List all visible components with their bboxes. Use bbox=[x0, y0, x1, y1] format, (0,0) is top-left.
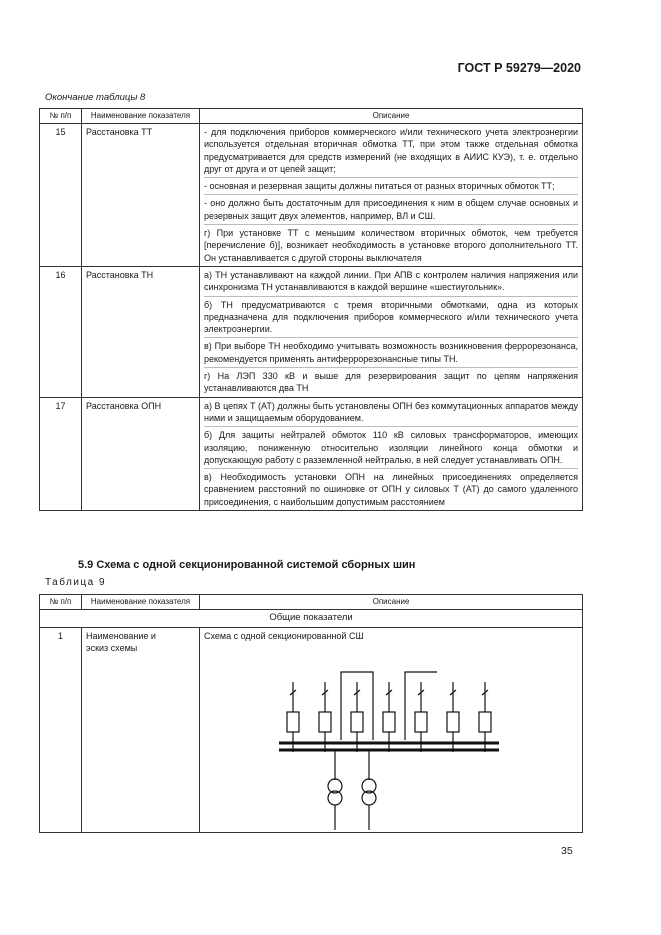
row-description bbox=[200, 124, 583, 267]
section-title: 5.9 Схема с одной секционированной системой сборных шин bbox=[78, 559, 416, 571]
table9-header-row bbox=[40, 595, 583, 610]
row-num: 17 bbox=[40, 397, 82, 510]
table9-subhead-row bbox=[40, 610, 583, 628]
col-name-header: Наименование показателя bbox=[82, 595, 200, 610]
desc-paragraph: а) В цепях Т (АТ) должны быть установлены ОПН без коммутационных аппаратов между ними и защищаемым оборудованием. bbox=[204, 400, 578, 423]
col-desc-header: Описание bbox=[200, 109, 583, 124]
table9-label: Таблица 9 bbox=[45, 577, 107, 588]
row-name: Расстановка ТТ bbox=[82, 124, 200, 267]
row-num: 15 bbox=[40, 124, 82, 267]
desc-paragraph: б) Для защиты нейтралей обмоток 110 кВ силовых трансформаторов, имеющих изоляцию, пониженную относительно изоляции линейного конца обмотки и допускающую работу с разземленной нейтралью, в ней следует устанавливать ОПН. bbox=[204, 426, 578, 468]
row-name: Расстановка ОПН bbox=[82, 397, 200, 510]
desc-paragraph: - для подключения приборов коммерческого и/или технического учета электроэнергии используется отдельная вторичная обмотка ТТ, при этом также отдельная обмотка предусматривается для средств измерений (не входящих в АИИС КУЭ), т. е. отдельно друг от друга и от цепей защит; bbox=[204, 127, 578, 174]
row-description bbox=[200, 628, 583, 833]
desc-paragraph: г) На ЛЭП 330 кВ и выше для резервирования защит по цепям напряжения устанавливаются два ТН bbox=[204, 367, 578, 397]
desc-paragraph: - основная и резервная защиты должны питаться от разных вторичных обмоток ТТ; bbox=[204, 177, 578, 194]
table-row bbox=[40, 266, 583, 397]
table8-caption: Окончание таблицы 8 bbox=[45, 92, 146, 103]
table8-header-row bbox=[40, 109, 583, 124]
desc-paragraph: б) ТН предусматриваются с тремя вторичными обмотками, одна из которых предназначена для подключения приборов коммерческого и/или технического учета электроэнергии. bbox=[204, 296, 578, 338]
col-desc-header: Описание bbox=[200, 595, 583, 610]
desc-paragraph: в) Необходимость установки ОПН на линейных присоединениях определяется сравнением расстояний по ошиновке от ОПН у силовых Т (АТ) до самого удаленного присоединения, с наибольшим допустимым расстоянием bbox=[204, 468, 578, 510]
col-num-header: № п/п bbox=[40, 595, 82, 610]
desc-paragraph: г) При установке ТТ с меньшим количеством вторичных обмоток, чем требуется [перечисление б)], возникает необходимость в установке второго дополнительного ТТ. Он устанавливается с другой стороны выключателя bbox=[204, 224, 578, 266]
page-number: 35 bbox=[561, 845, 573, 857]
table-row bbox=[40, 397, 583, 510]
table-row bbox=[40, 628, 583, 833]
col-name-header: Наименование показателя bbox=[82, 109, 200, 124]
scheme-title: Схема с одной секционированной СШ bbox=[204, 631, 364, 641]
row-description bbox=[200, 397, 583, 510]
transformer-2 bbox=[362, 750, 376, 830]
single-line-diagram bbox=[204, 642, 574, 832]
subhead-general: Общие показатели bbox=[40, 610, 583, 628]
transformer-1 bbox=[328, 750, 342, 830]
table-8 bbox=[39, 108, 583, 511]
table-9 bbox=[39, 594, 583, 833]
row-name: Расстановка ТН bbox=[82, 266, 200, 397]
desc-paragraph: а) ТН устанавливают на каждой линии. При АПВ с контролем наличия напряжения или синхронизма ТН устанавливаются в каждой вершине «шестиугольник». bbox=[204, 269, 578, 293]
row-description bbox=[200, 266, 583, 397]
row-num: 1 bbox=[40, 628, 82, 833]
document-standard-header: ГОСТ Р 59279—2020 bbox=[457, 61, 581, 75]
col-num-header: № п/п bbox=[40, 109, 82, 124]
desc-paragraph: - оно должно быть достаточным для присоединения к ним в общем случае основных и резервных защит двух элементов, например, ВЛ и СШ. bbox=[204, 194, 578, 224]
table-row bbox=[40, 124, 583, 267]
desc-paragraph: в) При выборе ТН необходимо учитывать возможность возникновения феррорезонанса, рекомендуется применять антиферрорезонансные типы ТН. bbox=[204, 337, 578, 367]
row-num: 16 bbox=[40, 266, 82, 397]
row-name: Наименование и эскиз схемы bbox=[82, 628, 200, 833]
